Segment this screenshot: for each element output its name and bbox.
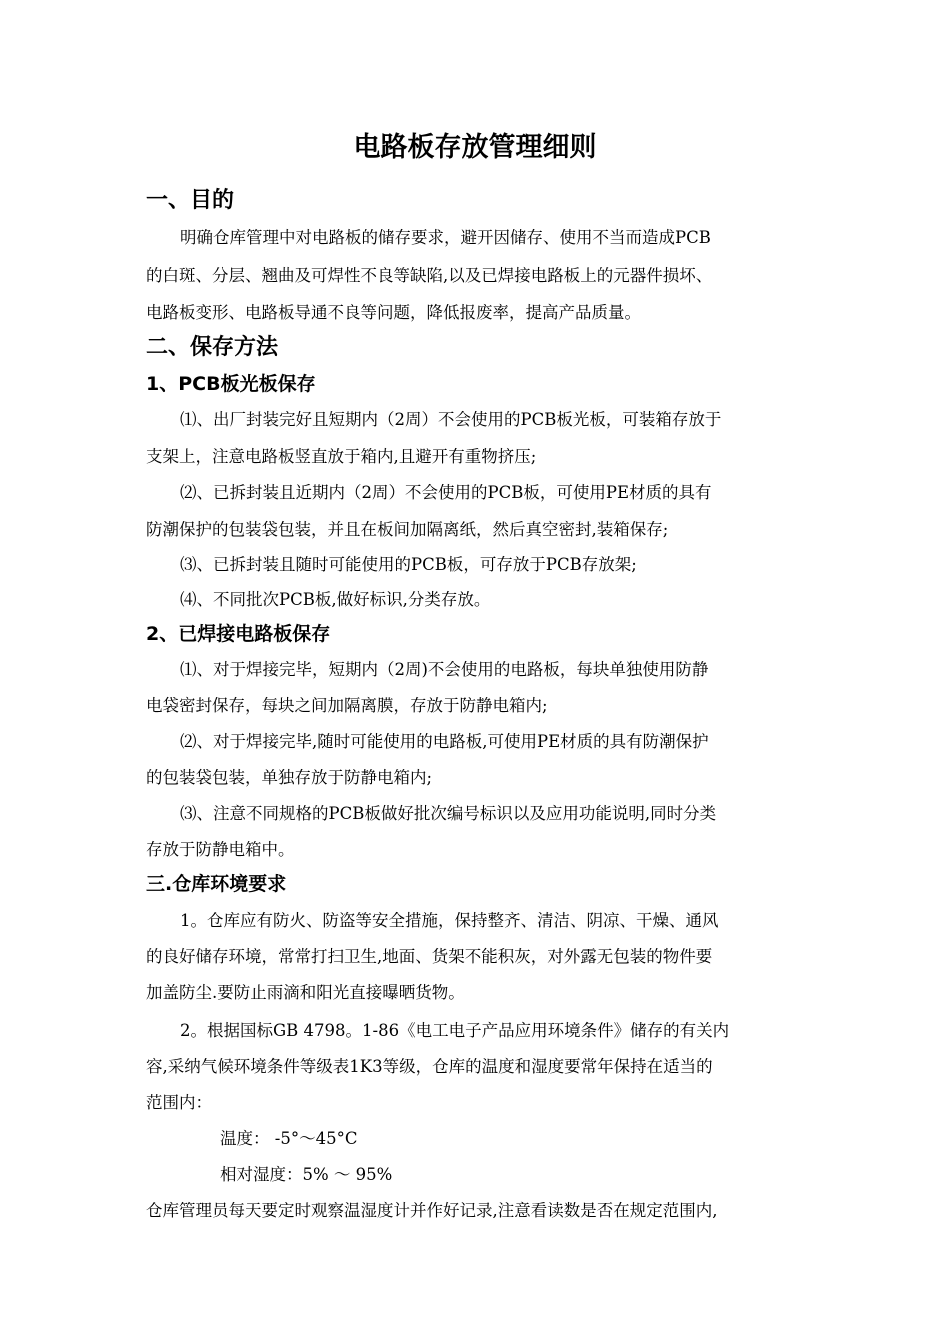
paragraph-line: 加盖防尘.要防止雨滴和阳光直接曝晒货物。 — [146, 983, 465, 1002]
paragraph-line: 支架上，注意电路板竖直放于箱内,且避开有重物挤压; — [146, 447, 537, 466]
subsection-heading-bare-pcb: 1、PCB板光板保存 — [146, 373, 316, 395]
paragraph-line: 容,采纳气候环境条件等级表1K3等级，仓库的温度和湿度要常年保持在适当的 — [146, 1057, 713, 1076]
paragraph-line: ⑴、出厂封装完好且短期内（2周）不会使用的PCB板光板，可装箱存放于 — [180, 410, 722, 429]
paragraph-line: 电路板变形、电路板导通不良等问题，降低报废率，提高产品质量。 — [146, 303, 641, 322]
paragraph-line: 存放于防静电箱中。 — [146, 840, 295, 859]
paragraph-line: 明确仓库管理中对电路板的储存要求，避开因储存、使用不当而造成PCB — [180, 228, 711, 247]
paragraph-line: 防潮保护的包装袋包装，并且在板间加隔离纸，然后真空密封,装箱保存; — [146, 520, 669, 539]
temperature-range: 温度： -5°～45°C — [220, 1129, 358, 1148]
paragraph-line: ⑶、注意不同规格的PCB板做好批次编号标识以及应用功能说明,同时分类 — [180, 804, 717, 823]
paragraph-line: 1。仓库应有防火、防盗等安全措施，保持整齐、清洁、阴凉、干燥、通风 — [180, 911, 719, 930]
paragraph-line: 2。根据国标GB 4798。1-86《电工电子产品应用环境条件》储存的有关内 — [180, 1021, 730, 1040]
paragraph-line: 的良好储存环境，常常打扫卫生,地面、货架不能积灰，对外露无包装的物件要 — [146, 947, 713, 966]
paragraph-line: 的包装袋包装，单独存放于防静电箱内; — [146, 768, 433, 787]
section-heading-purpose: 一、目的 — [146, 188, 235, 213]
document-title: 电路板存放管理细则 — [353, 132, 597, 163]
humidity-range: 相对湿度：5% ～ 95% — [220, 1165, 393, 1184]
subsection-heading-soldered-pcb: 2、已焊接电路板保存 — [146, 623, 331, 645]
paragraph-line: ⑷、不同批次PCB板,做好标识,分类存放。 — [180, 590, 491, 609]
paragraph-line: ⑵、对于焊接完毕,随时可能使用的电路板,可使用PE材质的具有防潮保护 — [180, 732, 709, 751]
paragraph-line: 的白斑、分层、翘曲及可焊性不良等缺陷,以及已焊接电路板上的元器件损坏、 — [146, 266, 713, 285]
paragraph-line: 仓库管理员每天要定时观察温湿度计并作好记录,注意看读数是否在规定范围内, — [146, 1201, 718, 1220]
paragraph-line: ⑴、对于焊接完毕，短期内（2周)不会使用的电路板，每块单独使用防静 — [180, 660, 709, 679]
paragraph-line: 电袋密封保存，每块之间加隔离膜，存放于防静电箱内; — [146, 696, 548, 715]
paragraph-line: ⑶、已拆封装且随时可能使用的PCB板，可存放于PCB存放架; — [180, 555, 637, 574]
section-heading-warehouse-environment: 三.仓库环境要求 — [146, 873, 287, 895]
paragraph-line: 范围内： — [146, 1093, 212, 1112]
paragraph-line: ⑵、已拆封装且近期内（2周）不会使用的PCB板，可使用PE材质的具有 — [180, 483, 712, 502]
section-heading-storage-methods: 二、保存方法 — [146, 335, 279, 360]
